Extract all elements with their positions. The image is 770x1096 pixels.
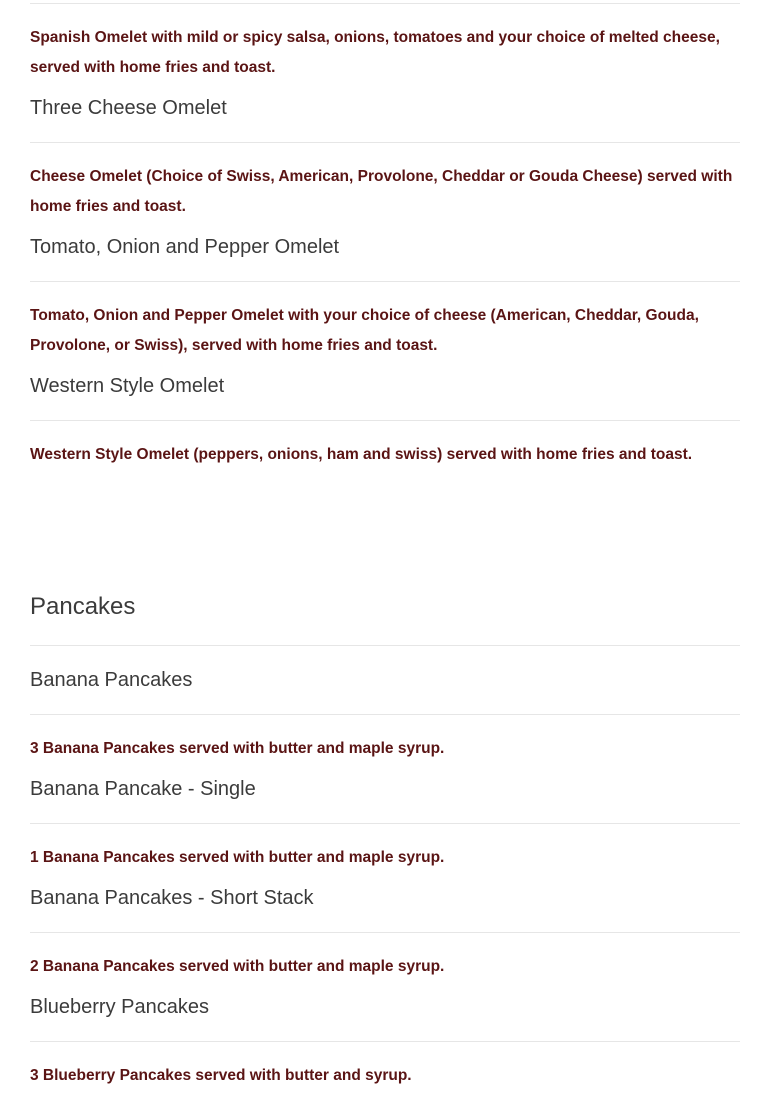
divider	[30, 932, 740, 933]
item-title-blueberry-pancakes[interactable]: Blueberry Pancakes	[30, 996, 209, 1018]
item-title-three-cheese-omelet[interactable]: Three Cheese Omelet	[30, 97, 227, 119]
divider	[30, 1041, 740, 1042]
item-description-banana-pancake-single: 1 Banana Pancakes served with butter and maple syrup.	[30, 849, 445, 866]
item-title-banana-pancakes[interactable]: Banana Pancakes	[30, 669, 193, 691]
item-title-tomato-onion-pepper-omelet[interactable]: Tomato, Onion and Pepper Omelet	[30, 236, 340, 258]
item-description-banana-pancakes-short-stack: 2 Banana Pancakes served with butter and maple syrup.	[30, 958, 445, 975]
item-description-three-cheese-omelet: Cheese Omelet (Choice of Swiss, American, Provolone, Cheddar or Gouda Cheese) served with home fries and toast.	[30, 168, 733, 215]
item-description-tomato-onion-pepper-omelet: Tomato, Onion and Pepper Omelet with your choice of cheese (American, Cheddar, Gouda, Provolone, or Swiss), served with home fries and toast.	[30, 307, 699, 354]
divider	[30, 3, 740, 4]
divider	[30, 281, 740, 282]
section-title-pancakes: Pancakes	[30, 593, 136, 620]
item-title-western-style-omelet[interactable]: Western Style Omelet	[30, 375, 225, 397]
divider	[30, 142, 740, 143]
item-description-spanish-omelet: Spanish Omelet with mild or spicy salsa, onions, tomatoes and your choice of melted cheese, served with home fries and toast.	[30, 29, 720, 76]
divider	[30, 420, 740, 421]
divider	[30, 714, 740, 715]
divider	[30, 645, 740, 646]
item-description-blueberry-pancakes: 3 Blueberry Pancakes served with butter and syrup.	[30, 1067, 412, 1084]
item-description-western-style-omelet: Western Style Omelet (peppers, onions, ham and swiss) served with home fries and toast.	[30, 446, 693, 463]
item-title-banana-pancakes-short-stack[interactable]: Banana Pancakes - Short Stack	[30, 887, 314, 909]
divider	[30, 823, 740, 824]
item-title-banana-pancake-single[interactable]: Banana Pancake - Single	[30, 778, 256, 800]
item-description-banana-pancakes: 3 Banana Pancakes served with butter and maple syrup.	[30, 740, 445, 757]
